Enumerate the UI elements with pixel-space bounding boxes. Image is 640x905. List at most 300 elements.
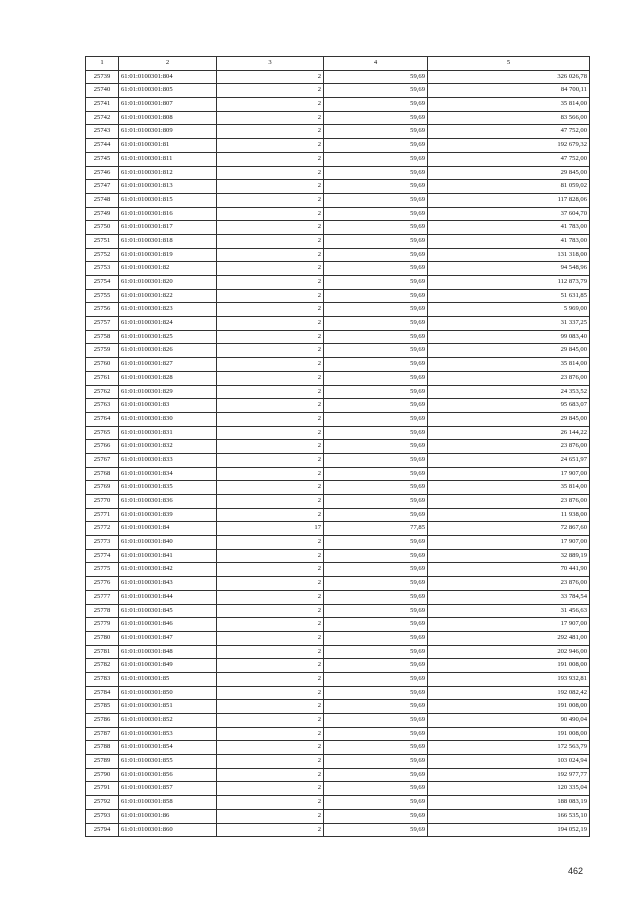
row-number: 25747 [86, 180, 119, 194]
row-number: 25766 [86, 440, 119, 454]
area-cell: 59,69 [324, 371, 428, 385]
table-row [86, 180, 590, 194]
cadastral-number: 61:01:0100301:812 [119, 166, 217, 180]
count-cell: 2 [217, 453, 324, 467]
row-number: 25794 [86, 823, 119, 837]
table-body [86, 70, 590, 837]
value-cell: 90 490,04 [428, 714, 590, 728]
value-cell: 99 083,40 [428, 330, 590, 344]
cadastral-number: 61:01:0100301:83 [119, 399, 217, 413]
count-cell: 2 [217, 618, 324, 632]
area-cell: 59,69 [324, 317, 428, 331]
row-number: 25759 [86, 344, 119, 358]
area-cell: 59,69 [324, 385, 428, 399]
cadastral-number: 61:01:0100301:825 [119, 330, 217, 344]
value-cell: 32 889,19 [428, 549, 590, 563]
area-cell: 59,69 [324, 645, 428, 659]
count-cell: 2 [217, 495, 324, 509]
cadastral-number: 61:01:0100301:819 [119, 248, 217, 262]
row-number: 25793 [86, 809, 119, 823]
area-cell: 59,69 [324, 111, 428, 125]
area-cell: 59,69 [324, 207, 428, 221]
table-row [86, 344, 590, 358]
value-cell: 35 814,00 [428, 481, 590, 495]
row-number: 25752 [86, 248, 119, 262]
row-number: 25788 [86, 741, 119, 755]
value-cell: 326 026,78 [428, 70, 590, 84]
table-row [86, 262, 590, 276]
area-cell: 59,69 [324, 70, 428, 84]
area-cell: 59,69 [324, 180, 428, 194]
area-cell: 59,69 [324, 139, 428, 153]
row-number: 25744 [86, 139, 119, 153]
cadastral-number: 61:01:0100301:833 [119, 453, 217, 467]
page-number: 462 [567, 866, 583, 876]
row-number: 25774 [86, 549, 119, 563]
cadastral-number: 61:01:0100301:832 [119, 440, 217, 454]
row-number: 25775 [86, 563, 119, 577]
row-number: 25777 [86, 590, 119, 604]
area-cell: 59,69 [324, 166, 428, 180]
row-number: 25761 [86, 371, 119, 385]
area-cell: 59,69 [324, 768, 428, 782]
cadastral-number: 61:01:0100301:826 [119, 344, 217, 358]
table-row [86, 577, 590, 591]
area-cell: 77,85 [324, 522, 428, 536]
cadastral-number: 61:01:0100301:828 [119, 371, 217, 385]
row-number: 25743 [86, 125, 119, 139]
count-cell: 2 [217, 358, 324, 372]
count-cell: 2 [217, 590, 324, 604]
cadastral-number: 61:01:0100301:813 [119, 180, 217, 194]
value-cell: 24 651,97 [428, 453, 590, 467]
count-cell: 2 [217, 248, 324, 262]
value-cell: 29 845,00 [428, 412, 590, 426]
table-row [86, 358, 590, 372]
area-cell: 59,69 [324, 823, 428, 837]
area-cell: 59,69 [324, 809, 428, 823]
count-cell: 2 [217, 659, 324, 673]
row-number: 25781 [86, 645, 119, 659]
cadastral-number: 61:01:0100301:847 [119, 631, 217, 645]
count-cell: 2 [217, 193, 324, 207]
value-cell: 202 946,00 [428, 645, 590, 659]
cadastral-number: 61:01:0100301:86 [119, 809, 217, 823]
table-row [86, 782, 590, 796]
value-cell: 23 876,00 [428, 440, 590, 454]
cadastral-number: 61:01:0100301:823 [119, 303, 217, 317]
row-number: 25792 [86, 796, 119, 810]
count-cell: 2 [217, 714, 324, 728]
value-cell: 24 353,52 [428, 385, 590, 399]
value-cell: 5 969,00 [428, 303, 590, 317]
area-cell: 59,69 [324, 467, 428, 481]
area-cell: 59,69 [324, 84, 428, 98]
area-cell: 59,69 [324, 659, 428, 673]
count-cell: 2 [217, 467, 324, 481]
area-cell: 59,69 [324, 727, 428, 741]
cadastral-number: 61:01:0100301:85 [119, 672, 217, 686]
area-cell: 59,69 [324, 426, 428, 440]
value-cell: 192 082,42 [428, 686, 590, 700]
table-row [86, 276, 590, 290]
table-row [86, 645, 590, 659]
area-cell: 59,69 [324, 193, 428, 207]
value-cell: 70 441,90 [428, 563, 590, 577]
area-cell: 59,69 [324, 412, 428, 426]
cadastral-number: 61:01:0100301:827 [119, 358, 217, 372]
count-cell: 17 [217, 522, 324, 536]
area-cell: 59,69 [324, 289, 428, 303]
cadastral-number: 61:01:0100301:844 [119, 590, 217, 604]
value-cell: 192 977,77 [428, 768, 590, 782]
count-cell: 2 [217, 84, 324, 98]
value-cell: 31 337,25 [428, 317, 590, 331]
cadastral-number: 61:01:0100301:841 [119, 549, 217, 563]
area-cell: 59,69 [324, 262, 428, 276]
column-header-1: 1 [86, 57, 119, 71]
table-row [86, 481, 590, 495]
value-cell: 95 683,07 [428, 399, 590, 413]
table-row [86, 672, 590, 686]
value-cell: 103 024,94 [428, 755, 590, 769]
table-row [86, 809, 590, 823]
count-cell: 2 [217, 139, 324, 153]
row-number: 25765 [86, 426, 119, 440]
area-cell: 59,69 [324, 796, 428, 810]
value-cell: 117 828,06 [428, 193, 590, 207]
count-cell: 2 [217, 768, 324, 782]
row-number: 25783 [86, 672, 119, 686]
area-cell: 59,69 [324, 549, 428, 563]
table-row [86, 768, 590, 782]
table-row [86, 453, 590, 467]
row-number: 25790 [86, 768, 119, 782]
cadastral-number: 61:01:0100301:854 [119, 741, 217, 755]
count-cell: 2 [217, 152, 324, 166]
cadastral-number: 61:01:0100301:809 [119, 125, 217, 139]
cadastral-number: 61:01:0100301:843 [119, 577, 217, 591]
cadastral-number: 61:01:0100301:81 [119, 139, 217, 153]
cadastral-number: 61:01:0100301:811 [119, 152, 217, 166]
cadastral-number: 61:01:0100301:816 [119, 207, 217, 221]
value-cell: 37 604,70 [428, 207, 590, 221]
table-row [86, 139, 590, 153]
cadastral-number: 61:01:0100301:822 [119, 289, 217, 303]
count-cell: 2 [217, 823, 324, 837]
table-row [86, 98, 590, 112]
value-cell: 193 932,81 [428, 672, 590, 686]
table-row [86, 508, 590, 522]
cadastral-number: 61:01:0100301:824 [119, 317, 217, 331]
cadastral-number: 61:01:0100301:852 [119, 714, 217, 728]
row-number: 25782 [86, 659, 119, 673]
table-row [86, 166, 590, 180]
count-cell: 2 [217, 796, 324, 810]
row-number: 25739 [86, 70, 119, 84]
value-cell: 35 814,00 [428, 358, 590, 372]
value-cell: 47 752,00 [428, 152, 590, 166]
table-row [86, 399, 590, 413]
value-cell: 35 814,00 [428, 98, 590, 112]
area-cell: 59,69 [324, 495, 428, 509]
cadastral-number: 61:01:0100301:835 [119, 481, 217, 495]
count-cell: 2 [217, 98, 324, 112]
count-cell: 2 [217, 70, 324, 84]
area-cell: 59,69 [324, 234, 428, 248]
value-cell: 191 008,00 [428, 659, 590, 673]
area-cell: 59,69 [324, 590, 428, 604]
table-row [86, 330, 590, 344]
cadastral-number: 61:01:0100301:848 [119, 645, 217, 659]
count-cell: 2 [217, 262, 324, 276]
row-number: 25787 [86, 727, 119, 741]
table-row [86, 440, 590, 454]
table-row [86, 618, 590, 632]
value-cell: 17 907,00 [428, 536, 590, 550]
count-cell: 2 [217, 207, 324, 221]
count-cell: 2 [217, 221, 324, 235]
table-row [86, 631, 590, 645]
value-cell: 41 783,00 [428, 234, 590, 248]
cadastral-number: 61:01:0100301:815 [119, 193, 217, 207]
count-cell: 2 [217, 303, 324, 317]
area-cell: 59,69 [324, 536, 428, 550]
row-number: 25742 [86, 111, 119, 125]
row-number: 25749 [86, 207, 119, 221]
count-cell: 2 [217, 686, 324, 700]
value-cell: 29 845,00 [428, 344, 590, 358]
table-row [86, 152, 590, 166]
header-row [86, 57, 590, 71]
cadastral-number: 61:01:0100301:850 [119, 686, 217, 700]
cadastral-number: 61:01:0100301:805 [119, 84, 217, 98]
value-cell: 41 783,00 [428, 221, 590, 235]
count-cell: 2 [217, 371, 324, 385]
count-cell: 2 [217, 782, 324, 796]
area-cell: 59,69 [324, 303, 428, 317]
count-cell: 2 [217, 317, 324, 331]
row-number: 25776 [86, 577, 119, 591]
column-header-2: 2 [119, 57, 217, 71]
count-cell: 2 [217, 412, 324, 426]
cadastral-number: 61:01:0100301:857 [119, 782, 217, 796]
cadastral-number: 61:01:0100301:855 [119, 755, 217, 769]
table-row [86, 727, 590, 741]
row-number: 25770 [86, 495, 119, 509]
row-number: 25789 [86, 755, 119, 769]
cadastral-number: 61:01:0100301:807 [119, 98, 217, 112]
row-number: 25757 [86, 317, 119, 331]
cadastral-number: 61:01:0100301:851 [119, 700, 217, 714]
row-number: 25764 [86, 412, 119, 426]
row-number: 25768 [86, 467, 119, 481]
cadastral-number: 61:01:0100301:831 [119, 426, 217, 440]
table-row [86, 221, 590, 235]
row-number: 25751 [86, 234, 119, 248]
area-cell: 59,69 [324, 563, 428, 577]
table-row [86, 536, 590, 550]
count-cell: 2 [217, 330, 324, 344]
table-row [86, 193, 590, 207]
count-cell: 2 [217, 536, 324, 550]
value-cell: 26 144,22 [428, 426, 590, 440]
row-number: 25772 [86, 522, 119, 536]
row-number: 25750 [86, 221, 119, 235]
area-cell: 59,69 [324, 714, 428, 728]
area-cell: 59,69 [324, 700, 428, 714]
area-cell: 59,69 [324, 399, 428, 413]
value-cell: 47 752,00 [428, 125, 590, 139]
table-row [86, 385, 590, 399]
row-number: 25748 [86, 193, 119, 207]
table-row [86, 686, 590, 700]
column-header-3: 3 [217, 57, 324, 71]
row-number: 25758 [86, 330, 119, 344]
row-number: 25779 [86, 618, 119, 632]
table-row [86, 700, 590, 714]
cadastral-number: 61:01:0100301:853 [119, 727, 217, 741]
value-cell: 292 481,00 [428, 631, 590, 645]
table-row [86, 495, 590, 509]
cadastral-number: 61:01:0100301:84 [119, 522, 217, 536]
cadastral-number: 61:01:0100301:829 [119, 385, 217, 399]
table-row [86, 426, 590, 440]
value-cell: 191 008,00 [428, 727, 590, 741]
count-cell: 2 [217, 125, 324, 139]
cadastral-number: 61:01:0100301:830 [119, 412, 217, 426]
cadastral-number: 61:01:0100301:849 [119, 659, 217, 673]
count-cell: 2 [217, 234, 324, 248]
area-cell: 59,69 [324, 782, 428, 796]
count-cell: 2 [217, 563, 324, 577]
cadastral-number: 61:01:0100301:818 [119, 234, 217, 248]
value-cell: 51 631,85 [428, 289, 590, 303]
value-cell: 23 876,00 [428, 371, 590, 385]
table-row [86, 303, 590, 317]
row-number: 25785 [86, 700, 119, 714]
area-cell: 59,69 [324, 508, 428, 522]
row-number: 25753 [86, 262, 119, 276]
table-row [86, 604, 590, 618]
row-number: 25760 [86, 358, 119, 372]
count-cell: 2 [217, 111, 324, 125]
count-cell: 2 [217, 385, 324, 399]
table-row [86, 317, 590, 331]
count-cell: 2 [217, 700, 324, 714]
area-cell: 59,69 [324, 686, 428, 700]
area-cell: 59,69 [324, 152, 428, 166]
value-cell: 188 083,19 [428, 796, 590, 810]
area-cell: 59,69 [324, 276, 428, 290]
row-number: 25767 [86, 453, 119, 467]
table-row [86, 714, 590, 728]
row-number: 25784 [86, 686, 119, 700]
data-table [85, 56, 590, 837]
count-cell: 2 [217, 809, 324, 823]
count-cell: 2 [217, 672, 324, 686]
value-cell: 17 907,00 [428, 467, 590, 481]
column-header-4: 4 [324, 57, 428, 71]
cadastral-number: 61:01:0100301:840 [119, 536, 217, 550]
value-cell: 94 548,96 [428, 262, 590, 276]
count-cell: 2 [217, 481, 324, 495]
row-number: 25746 [86, 166, 119, 180]
area-cell: 59,69 [324, 221, 428, 235]
value-cell: 17 907,00 [428, 618, 590, 632]
row-number: 25771 [86, 508, 119, 522]
table-row [86, 412, 590, 426]
count-cell: 2 [217, 440, 324, 454]
area-cell: 59,69 [324, 755, 428, 769]
count-cell: 2 [217, 166, 324, 180]
value-cell: 112 873,79 [428, 276, 590, 290]
cadastral-number: 61:01:0100301:82 [119, 262, 217, 276]
row-number: 25741 [86, 98, 119, 112]
table-row [86, 371, 590, 385]
area-cell: 59,69 [324, 631, 428, 645]
cadastral-number: 61:01:0100301:817 [119, 221, 217, 235]
count-cell: 2 [217, 399, 324, 413]
cadastral-number: 61:01:0100301:836 [119, 495, 217, 509]
row-number: 25756 [86, 303, 119, 317]
table-row [86, 84, 590, 98]
count-cell: 2 [217, 289, 324, 303]
cadastral-number: 61:01:0100301:834 [119, 467, 217, 481]
table-row [86, 111, 590, 125]
value-cell: 120 335,04 [428, 782, 590, 796]
cadastral-number: 61:01:0100301:804 [119, 70, 217, 84]
cadastral-number: 61:01:0100301:820 [119, 276, 217, 290]
table-row [86, 289, 590, 303]
count-cell: 2 [217, 180, 324, 194]
cadastral-number: 61:01:0100301:808 [119, 111, 217, 125]
count-cell: 2 [217, 631, 324, 645]
cadastral-number: 61:01:0100301:845 [119, 604, 217, 618]
table-row [86, 70, 590, 84]
column-header-5: 5 [428, 57, 590, 71]
count-cell: 2 [217, 645, 324, 659]
cadastral-number: 61:01:0100301:842 [119, 563, 217, 577]
row-number: 25780 [86, 631, 119, 645]
count-cell: 2 [217, 276, 324, 290]
value-cell: 172 563,79 [428, 741, 590, 755]
value-cell: 131 318,00 [428, 248, 590, 262]
table-row [86, 248, 590, 262]
table-row [86, 125, 590, 139]
row-number: 25778 [86, 604, 119, 618]
table-row [86, 234, 590, 248]
area-cell: 59,69 [324, 604, 428, 618]
value-cell: 23 876,00 [428, 495, 590, 509]
row-number: 25740 [86, 84, 119, 98]
table-row [86, 467, 590, 481]
cadastral-number: 61:01:0100301:846 [119, 618, 217, 632]
count-cell: 2 [217, 755, 324, 769]
table-row [86, 796, 590, 810]
count-cell: 2 [217, 604, 324, 618]
area-cell: 59,69 [324, 248, 428, 262]
row-number: 25762 [86, 385, 119, 399]
area-cell: 59,69 [324, 453, 428, 467]
value-cell: 166 535,10 [428, 809, 590, 823]
table-row [86, 659, 590, 673]
count-cell: 2 [217, 577, 324, 591]
row-number: 25791 [86, 782, 119, 796]
table-row [86, 563, 590, 577]
row-number: 25769 [86, 481, 119, 495]
cadastral-number: 61:01:0100301:860 [119, 823, 217, 837]
